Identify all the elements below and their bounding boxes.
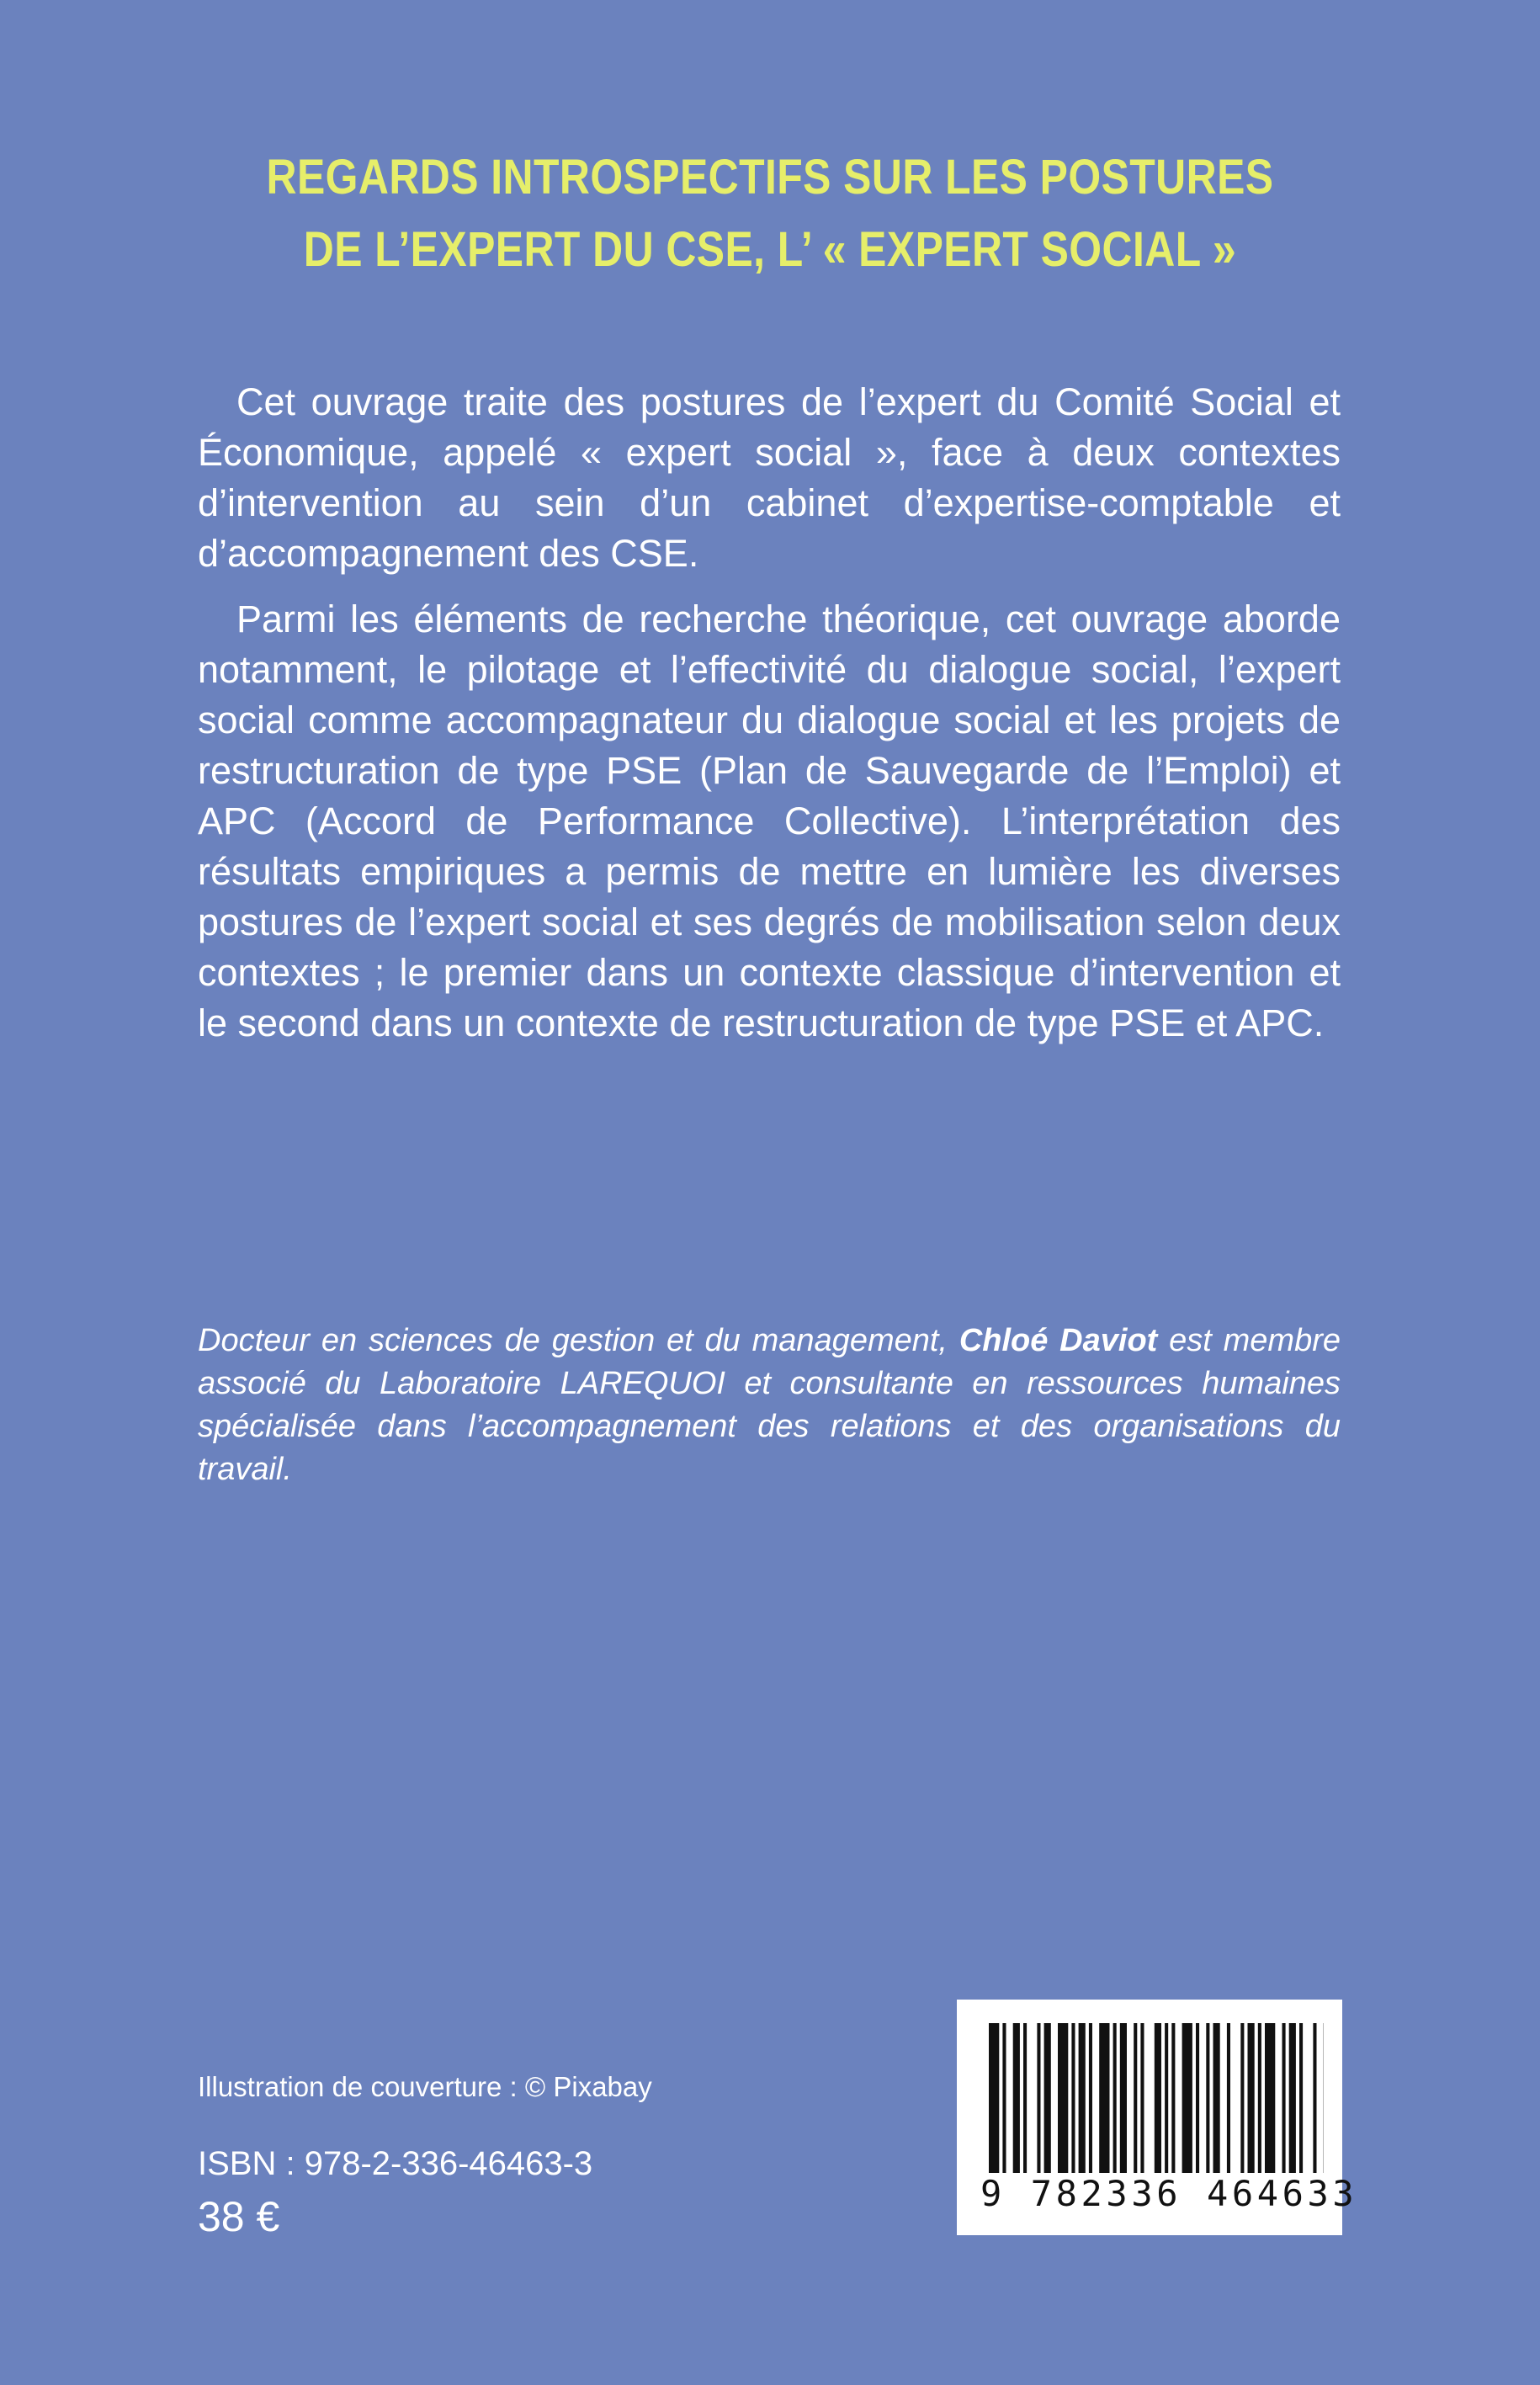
barcode-bar <box>1044 2023 1051 2173</box>
barcode-bar <box>1313 2023 1316 2173</box>
barcode-bar <box>1165 2023 1168 2173</box>
barcode-bar <box>1023 2023 1027 2173</box>
summary-paragraph-1: Cet ouvrage traite des postures de l’expert du Comité Social et Économique, appelé « expert social », face à deux contextes d’intervention au sein d’un cabinet d’expertise-comptable et d’accompagnement des CSE. <box>198 380 1341 575</box>
barcode-bar <box>989 2023 999 2173</box>
barcode-bar <box>1079 2023 1086 2173</box>
barcode-bar <box>1182 2023 1192 2173</box>
barcode-bar <box>1289 2023 1296 2173</box>
isbn-text: ISBN : 978-2-336-46463-3 <box>198 2145 593 2182</box>
barcode-bar <box>1258 2023 1261 2173</box>
barcode-digits: 9 782336 464633 <box>980 2173 1358 2214</box>
barcode-bar <box>1089 2023 1092 2173</box>
barcode-bar <box>1282 2023 1286 2173</box>
illustration-credit: Illustration de couverture : © Pixabay <box>198 2071 652 2102</box>
barcode-bar <box>1265 2023 1275 2173</box>
barcode <box>957 2000 1358 2235</box>
bio-text-after: est membre associé du Laboratoire LAREQUOI et consultante en ressources humaines spécialisée dans l’accompagnement des relations et des organisations du travail. <box>198 1323 1341 1487</box>
barcode-bar <box>1206 2023 1209 2173</box>
barcode-bar <box>1196 2023 1199 2173</box>
author-bio <box>198 1320 1341 1491</box>
barcode-bar <box>1037 2023 1040 2173</box>
title-line-2: DE L’EXPERT DU CSE, L’ « EXPERT SOCIAL » <box>303 222 1237 277</box>
barcode-bar <box>1113 2023 1117 2173</box>
barcode-bar <box>1002 2023 1006 2173</box>
author-name: Chloé Daviot <box>959 1323 1158 1358</box>
barcode-bar <box>1071 2023 1075 2173</box>
barcode-bar <box>1213 2023 1220 2173</box>
barcode-bar <box>1140 2023 1144 2173</box>
bio-text-before: Docteur en sciences de gestion et du management, <box>198 1323 959 1358</box>
price-text: 38 € <box>198 2193 280 2240</box>
summary-paragraph-2: Parmi les éléments de recherche théorique, cet ouvrage aborde notamment, le pilotage et l’effectivité du dialogue social, l’expert social comme accompagnateur du dialogue social et les projets de restructuration de type PSE (Plan de Sauvegarde de l’Emploi) et APC (Accord de Performance Collective). L’interprétation des résultats empiriques a permis de mettre en lumière les diverses postures de l’expert social et ses degrés de mobilisation selon deux contextes ; le premier dans un contexte classique d’intervention et le second dans un contexte de restructuration de type PSE et APC. <box>198 598 1341 1044</box>
barcode-bar <box>1013 2023 1020 2173</box>
book-title <box>108 141 1432 286</box>
barcode-bar <box>1240 2023 1244 2173</box>
barcode-bar <box>1227 2023 1230 2173</box>
barcode-bar <box>1248 2023 1255 2173</box>
barcode-bar <box>1155 2023 1161 2173</box>
barcode-bar <box>1058 2023 1068 2173</box>
barcode-bar <box>1134 2023 1137 2173</box>
barcode-bar <box>1171 2023 1175 2173</box>
summary-text <box>198 377 1341 1049</box>
title-line-1: REGARDS INTROSPECTIFS SUR LES POSTURES <box>266 150 1274 205</box>
barcode-bar <box>1120 2023 1127 2173</box>
barcode-bar <box>1099 2023 1109 2173</box>
barcode-bar <box>1299 2023 1303 2173</box>
